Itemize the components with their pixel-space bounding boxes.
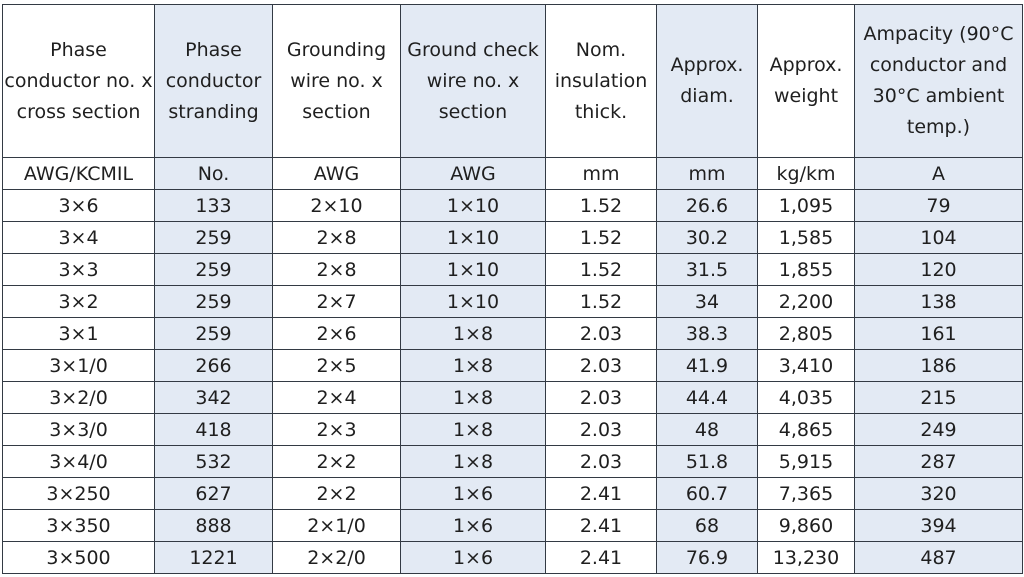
table-cell: 3,410 xyxy=(758,350,855,382)
table-row xyxy=(3,286,1023,318)
unit-cell: No. xyxy=(155,158,273,190)
table-cell: 1,855 xyxy=(758,254,855,286)
table-cell: 2×1/0 xyxy=(273,510,401,542)
table-cell: 2.03 xyxy=(546,414,657,446)
table-cell: 532 xyxy=(155,446,273,478)
table-cell: 627 xyxy=(155,478,273,510)
unit-cell: A xyxy=(855,158,1023,190)
table-cell: 26.6 xyxy=(657,190,758,222)
table-cell: 1.52 xyxy=(546,286,657,318)
table-cell: 31.5 xyxy=(657,254,758,286)
table-cell: 3×350 xyxy=(3,510,155,542)
table-row xyxy=(3,446,1023,478)
table-cell: 13,230 xyxy=(758,542,855,574)
table-cell: 1×8 xyxy=(401,350,546,382)
table-cell: 418 xyxy=(155,414,273,446)
unit-cell: mm xyxy=(546,158,657,190)
table-cell: 2×7 xyxy=(273,286,401,318)
table-cell: 2,805 xyxy=(758,318,855,350)
table-cell: 266 xyxy=(155,350,273,382)
table-cell: 79 xyxy=(855,190,1023,222)
table-cell: 68 xyxy=(657,510,758,542)
cable-spec-table xyxy=(2,4,1023,574)
table-row xyxy=(3,350,1023,382)
table-cell: 1.52 xyxy=(546,254,657,286)
header-phase-conductor-stranding: Phase conductor stranding xyxy=(155,5,273,158)
table-row xyxy=(3,542,1023,574)
table-cell: 320 xyxy=(855,478,1023,510)
table-cell: 249 xyxy=(855,414,1023,446)
table-cell: 138 xyxy=(855,286,1023,318)
table-cell: 2×2 xyxy=(273,446,401,478)
table-cell: 1×6 xyxy=(401,542,546,574)
table-cell: 76.9 xyxy=(657,542,758,574)
table-cell: 3×1 xyxy=(3,318,155,350)
table-cell: 30.2 xyxy=(657,222,758,254)
table-cell: 2.03 xyxy=(546,318,657,350)
table-row xyxy=(3,414,1023,446)
table-cell: 9,860 xyxy=(758,510,855,542)
units-row xyxy=(3,158,1023,190)
table-cell: 487 xyxy=(855,542,1023,574)
table-cell: 48 xyxy=(657,414,758,446)
table-cell: 259 xyxy=(155,254,273,286)
table-cell: 259 xyxy=(155,318,273,350)
table-row xyxy=(3,222,1023,254)
header-ground-check-wire-section: Ground check wire no. x section xyxy=(401,5,546,158)
table-cell: 888 xyxy=(155,510,273,542)
table-cell: 51.8 xyxy=(657,446,758,478)
table-cell: 186 xyxy=(855,350,1023,382)
table-cell: 1.52 xyxy=(546,222,657,254)
table-cell: 3×250 xyxy=(3,478,155,510)
header-row xyxy=(3,5,1023,158)
table-row xyxy=(3,510,1023,542)
table-cell: 2.41 xyxy=(546,478,657,510)
table-cell: 3×1/0 xyxy=(3,350,155,382)
table-cell: 2.03 xyxy=(546,382,657,414)
table-cell: 2×10 xyxy=(273,190,401,222)
table-cell: 2×2/0 xyxy=(273,542,401,574)
table-cell: 3×3 xyxy=(3,254,155,286)
table-cell: 1×10 xyxy=(401,286,546,318)
table-cell: 1×10 xyxy=(401,222,546,254)
table-cell: 1×8 xyxy=(401,414,546,446)
table-cell: 1,585 xyxy=(758,222,855,254)
table-cell: 3×4/0 xyxy=(3,446,155,478)
table-cell: 2×8 xyxy=(273,222,401,254)
table-cell: 60.7 xyxy=(657,478,758,510)
header-approx-diameter: Approx. diam. xyxy=(657,5,758,158)
table-cell: 1,095 xyxy=(758,190,855,222)
table-cell: 2.41 xyxy=(546,510,657,542)
header-approx-weight: Approx. weight xyxy=(758,5,855,158)
table-cell: 3×3/0 xyxy=(3,414,155,446)
table-cell: 1×10 xyxy=(401,254,546,286)
table-cell: 34 xyxy=(657,286,758,318)
table-row xyxy=(3,318,1023,350)
table-row xyxy=(3,254,1023,286)
table-cell: 161 xyxy=(855,318,1023,350)
table-cell: 104 xyxy=(855,222,1023,254)
table-cell: 1×10 xyxy=(401,190,546,222)
table-cell: 259 xyxy=(155,222,273,254)
table-cell: 4,865 xyxy=(758,414,855,446)
table-cell: 3×6 xyxy=(3,190,155,222)
table-cell: 1×8 xyxy=(401,318,546,350)
table-cell: 133 xyxy=(155,190,273,222)
table-cell: 2,200 xyxy=(758,286,855,318)
table-cell: 2.03 xyxy=(546,446,657,478)
table-cell: 3×4 xyxy=(3,222,155,254)
table-cell: 2×4 xyxy=(273,382,401,414)
header-ampacity: Ampacity (90°C conductor and 30°C ambient temp.) xyxy=(855,5,1023,158)
table-row xyxy=(3,190,1023,222)
table-cell: 394 xyxy=(855,510,1023,542)
table-cell: 2.41 xyxy=(546,542,657,574)
table-cell: 1×8 xyxy=(401,382,546,414)
header-insulation-thickness: Nom. insulation thick. xyxy=(546,5,657,158)
table-cell: 287 xyxy=(855,446,1023,478)
table-cell: 2×6 xyxy=(273,318,401,350)
unit-cell: AWG/KCMIL xyxy=(3,158,155,190)
table-cell: 1×6 xyxy=(401,478,546,510)
table-row xyxy=(3,478,1023,510)
table-cell: 1×6 xyxy=(401,510,546,542)
header-phase-conductor-section: Phase conductor no. x cross section xyxy=(3,5,155,158)
table-cell: 1221 xyxy=(155,542,273,574)
table-row xyxy=(3,382,1023,414)
table-cell: 7,365 xyxy=(758,478,855,510)
table-cell: 1×8 xyxy=(401,446,546,478)
unit-cell: AWG xyxy=(401,158,546,190)
table-cell: 1.52 xyxy=(546,190,657,222)
table-cell: 342 xyxy=(155,382,273,414)
table-cell: 5,915 xyxy=(758,446,855,478)
table-cell: 3×500 xyxy=(3,542,155,574)
table-cell: 215 xyxy=(855,382,1023,414)
table-cell: 2×3 xyxy=(273,414,401,446)
header-grounding-wire-section: Grounding wire no. x section xyxy=(273,5,401,158)
table-cell: 3×2/0 xyxy=(3,382,155,414)
table-cell: 38.3 xyxy=(657,318,758,350)
table-cell: 44.4 xyxy=(657,382,758,414)
unit-cell: kg/km xyxy=(758,158,855,190)
table-cell: 4,035 xyxy=(758,382,855,414)
table-cell: 259 xyxy=(155,286,273,318)
unit-cell: AWG xyxy=(273,158,401,190)
table-cell: 2×5 xyxy=(273,350,401,382)
table-cell: 2.03 xyxy=(546,350,657,382)
unit-cell: mm xyxy=(657,158,758,190)
table-cell: 120 xyxy=(855,254,1023,286)
table-cell: 2×2 xyxy=(273,478,401,510)
table-cell: 2×8 xyxy=(273,254,401,286)
table-cell: 3×2 xyxy=(3,286,155,318)
table-cell: 41.9 xyxy=(657,350,758,382)
